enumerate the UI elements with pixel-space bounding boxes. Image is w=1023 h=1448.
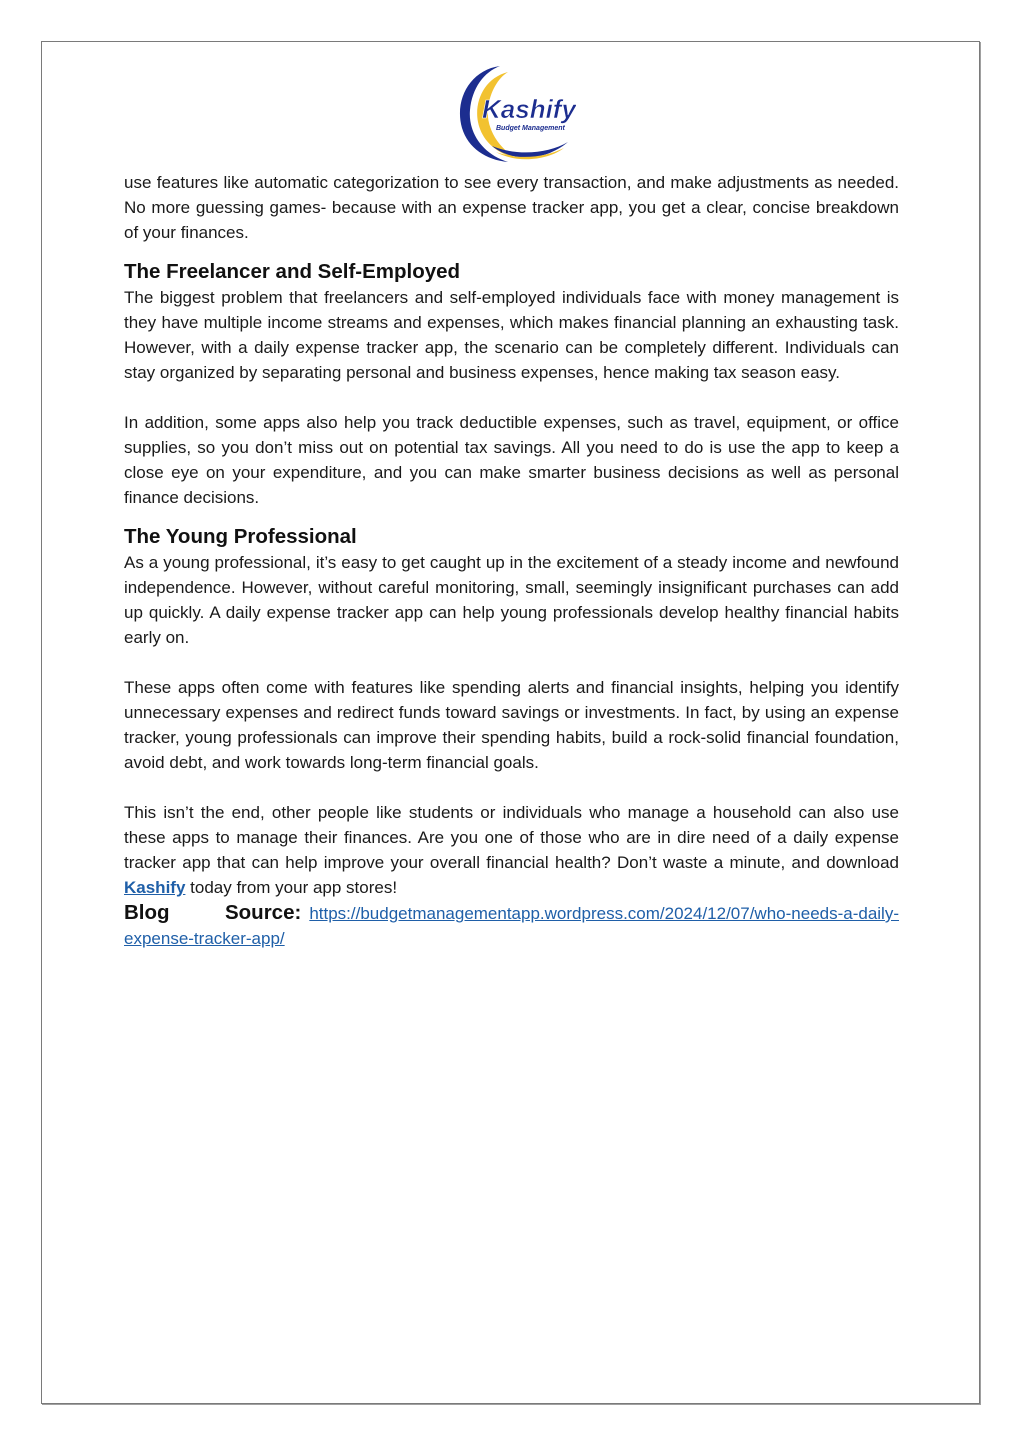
blog-source-label: Blog Source: (124, 901, 302, 924)
section-heading-freelancer: The Freelancer and Self-Employed (124, 260, 461, 283)
logo-brand: Kashify (482, 94, 576, 124)
closing-text-before: This isn’t the end, other people like students or individuals who manage a household can also use these apps to manage their finances. Are you one of those who are in dire need of a daily expense tracker app that can help improve your overall financial health? Don’t waste a minute, and download (124, 803, 899, 872)
closing-text-after: today from your app stores! (185, 878, 398, 897)
section-heading-young-professional: The Young Professional (124, 525, 357, 548)
young-professional-paragraph-1: As a young professional, it’s easy to get caught up in the excitement of a steady income and newfound independence. However, without careful monitoring, small, seemingly insignificant purchases can add up quickly. A daily expense tracker app can help young professionals develop healthy financial habits early on. (124, 553, 899, 647)
logo-tagline: Budget Management (496, 125, 565, 132)
kashify-logo (452, 62, 576, 166)
intro-paragraph: use features like automatic categorization to see every transaction, and make adjustments as needed. No more guessing games- because with an expense tracker app, you get a clear, concise breakdown of your finances. (124, 173, 899, 242)
blog-source-link[interactable]: https://budgetmanagementapp.wordpress.com/2024/12/07/who-needs-a-daily-expense-tracker-app/ (124, 904, 899, 948)
freelancer-paragraph-1: The biggest problem that freelancers and self-employed individuals face with money management is they have multiple income streams and expenses, which makes financial planning an exhausting task. However, with a daily expense tracker app, the scenario can be completely different. Individuals can stay organized by separating personal and business expenses, hence making tax season easy. (124, 288, 899, 382)
freelancer-paragraph-2: In addition, some apps also help you track deductible expenses, such as travel, equipment, or office supplies, so you don’t miss out on potential tax savings. All you need to do is use the app to keep a close eye on your expenditure, and you can make smarter business decisions as well as personal finance decisions. (124, 413, 899, 507)
closing-paragraph (124, 800, 899, 900)
kashify-link[interactable]: Kashify (124, 878, 186, 897)
blog-source (124, 900, 899, 951)
document-body (124, 170, 899, 951)
young-professional-paragraph-2: These apps often come with features like spending alerts and financial insights, helping you identify unnecessary expenses and redirect funds toward savings or investments. In fact, by using an expense tracker, young professionals can improve their spending habits, build a rock-solid financial foundation, avoid debt, and work towards long-term financial goals. (124, 678, 899, 772)
